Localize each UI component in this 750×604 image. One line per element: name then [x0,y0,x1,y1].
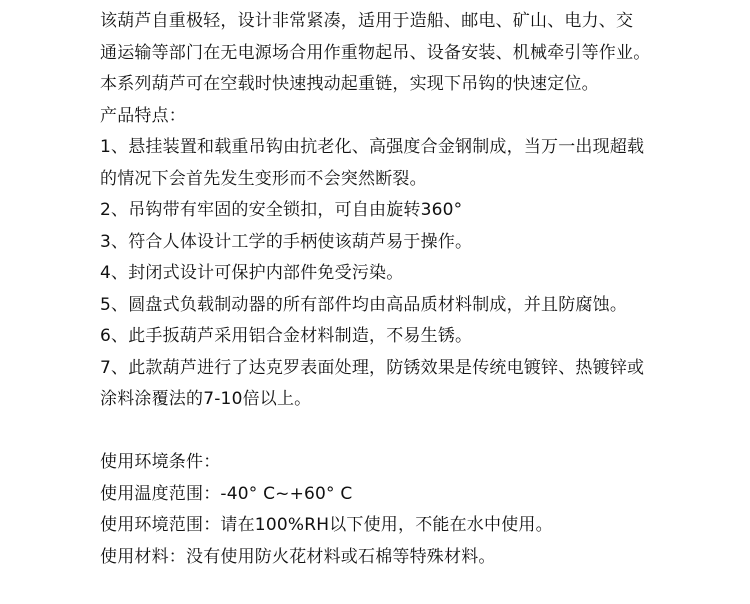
features-heading: 产品特点： [100,105,186,126]
feature-item: 4、封闭式设计可保护内部件免受污染。 [100,263,404,283]
environment-item: 使用环境范围：请在100%RH以下使用，不能在水中使用。 [100,515,553,535]
section-divider-space [100,416,700,448]
environment-item: 使用材料：没有使用防火花材料或石棉等特殊材料。 [100,546,496,567]
intro-line: 该葫芦自重极轻，设计非常紧凑，适用于造船、邮电、矿山、电力、交 [100,11,634,31]
feature-item: 3、符合人体设计工学的手柄使该葫芦易于操作。 [100,231,473,252]
feature-item: 2、吊钩带有牢固的安全锁扣，可自由旋转360° [100,200,463,220]
feature-item: 5、圆盘式负载制动器的所有部件均由高品质材料制成，并且防腐蚀。 [100,294,628,315]
feature-item: 1、悬挂装置和载重吊钩由抗老化、高强度合金钢制成，当万一出现超载 [100,137,645,157]
intro-line: 本系列葫芦可在空载时快速拽动起重链，实现下吊钩的快速定位。 [100,74,599,94]
product-description-document [100,6,700,573]
feature-item: 涂料涂覆法的7-10倍以上。 [100,389,312,409]
environment-item: 使用温度范围：-40° C~+60° C [100,483,353,504]
environment-heading: 使用环境条件： [100,452,221,472]
feature-item: 的情况下会首先发生变形而不会突然断裂。 [100,168,427,189]
intro-paragraph [100,6,700,101]
feature-item: 6、此手扳葫芦采用铝合金材料制造，不易生锈。 [100,326,473,346]
intro-line: 通运输等部门在无电源场合用作重物起吊、设备安装、机械牵引等作业。 [100,42,651,63]
environment-section [100,447,700,573]
feature-item: 7、此款葫芦进行了达克罗表面处理，防锈效果是传统电镀锌、热镀锌或 [100,357,645,378]
features-section [100,101,700,416]
